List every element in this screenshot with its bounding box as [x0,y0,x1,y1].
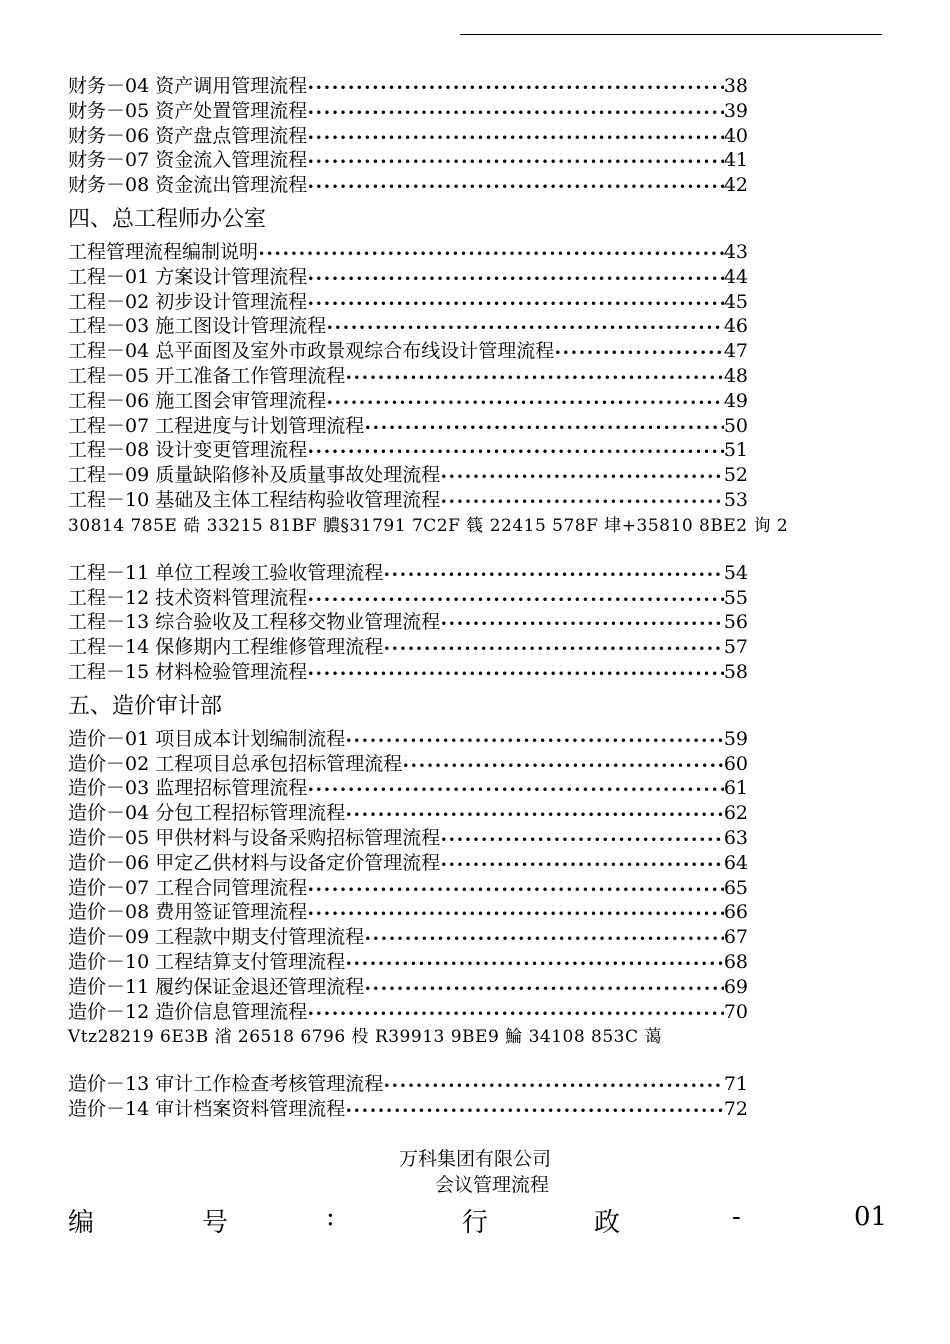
toc-entry[interactable] [68,290,748,315]
toc-entry[interactable] [68,463,748,488]
dot-leader [307,778,724,803]
dot-leader [258,242,724,267]
toc-group-cost [68,727,748,1025]
toc-page-number: 69 [723,975,748,998]
dot-leader [307,1002,724,1027]
toc-entry[interactable] [68,851,748,876]
toc-page-number: 41 [723,149,748,172]
toc-page-number: 61 [723,777,748,800]
dot-leader [440,828,724,853]
toc-page-number: 46 [723,315,748,338]
toc-entry[interactable] [68,99,748,124]
toc-entry[interactable] [68,265,748,290]
toc-entry[interactable] [68,610,748,635]
toc-entry[interactable] [68,561,748,586]
toc-entry[interactable] [68,801,748,826]
toc-group-engineering-continued [68,561,748,685]
toc-page-number: 48 [723,364,748,387]
dot-leader [307,292,724,317]
section-heading-cost-audit: 五、造价审计部 [68,693,223,719]
toc-entry-title: 财务－08 资金流出管理流程 [68,174,308,197]
toc-page-number: 60 [723,752,748,775]
toc-entry-title: 工程－07 工程进度与计划管理流程 [68,414,365,437]
document-title: 会议管理流程 [434,1174,549,1196]
blank-line [68,1050,748,1072]
toc-page-number: 40 [723,124,748,147]
toc-page-number: 49 [723,389,748,412]
toc-entry-title: 工程－03 施工图设计管理流程 [68,315,327,338]
toc-entry-title: 工程－11 单位工程竣工验收管理流程 [68,561,384,584]
dot-leader [364,977,724,1002]
toc-entry-title: 造价－06 甲定乙供材料与设备定价管理流程 [68,851,441,874]
toc-page-number: 67 [723,926,748,949]
code-part: 政 [594,1208,621,1238]
toc-page-number: 59 [723,727,748,750]
toc-entry-title: 工程－05 开工准备工作管理流程 [68,364,346,387]
toc-entry[interactable] [68,900,748,925]
dot-leader [440,490,724,515]
toc-entry[interactable] [68,776,748,801]
toc-page-number: 52 [723,464,748,487]
dot-leader [345,729,724,754]
dot-leader [345,803,724,828]
toc-entry[interactable] [68,414,748,439]
dot-leader [326,391,724,416]
dot-leader [307,76,724,101]
toc-entry-title: 工程－01 方案设计管理流程 [68,265,308,288]
dot-leader [402,754,724,779]
toc-entry-title: 财务－07 资金流入管理流程 [68,149,308,172]
toc-entry[interactable] [68,727,748,752]
document-code-row [68,1202,888,1238]
code-colon: : [326,1202,335,1232]
dot-leader [364,927,724,952]
dot-leader [440,612,724,637]
toc-page-number: 71 [723,1073,748,1096]
toc-entry-title: 工程－09 质量缺陷修补及质量事故处理流程 [68,464,441,487]
toc-page-number: 51 [723,439,748,462]
dot-leader [440,465,724,490]
toc-entry[interactable] [68,586,748,611]
dot-leader [345,366,724,391]
blank-line [68,539,748,561]
code-number: 01 [854,1202,888,1232]
dot-leader [307,902,724,927]
toc-entry-title: 造价－04 分包工程招标管理流程 [68,802,346,825]
dot-leader [307,126,724,151]
toc-group-finance [68,74,748,198]
toc-entry-title: 工程－02 初步设计管理流程 [68,290,308,313]
toc-page-number: 68 [723,950,748,973]
dot-leader [307,175,724,200]
toc-entry-title: 财务－05 资产处置管理流程 [68,99,308,122]
toc-page-number: 55 [723,586,748,609]
toc-entry[interactable] [68,1072,748,1097]
dot-leader [307,878,724,903]
toc-entry-title: 工程－10 基础及主体工程结构验收管理流程 [68,488,441,511]
dot-leader [345,1099,724,1124]
dot-leader [307,101,724,126]
dot-leader [383,1074,724,1099]
code-underline [460,34,882,35]
toc-page-number: 54 [723,561,748,584]
dot-leader [364,416,724,441]
toc-entry-title: 工程－13 综合验收及工程移交物业管理流程 [68,611,441,634]
dot-leader [383,637,724,662]
toc-entry-title: 造价－01 项目成本计划编制流程 [68,727,346,750]
toc-entry-title: 造价－12 造价信息管理流程 [68,1000,308,1023]
toc-page-number: 45 [723,290,748,313]
toc-entry-title: 工程－12 技术资料管理流程 [68,586,308,609]
toc-entry[interactable] [68,635,748,660]
toc-page-number: 58 [723,660,748,683]
toc-entry[interactable] [68,124,748,149]
toc-entry[interactable] [68,975,748,1000]
toc-entry-title: 造价－14 审计档案资料管理流程 [68,1098,346,1121]
toc-page-number: 56 [723,611,748,634]
toc-page-number: 57 [723,636,748,659]
toc-page-number: 38 [723,75,748,97]
toc-page-number: 70 [723,1000,748,1023]
toc-entry[interactable] [68,148,748,173]
toc-entry-title: 财务－06 资产盘点管理流程 [68,124,308,147]
toc-entry[interactable] [68,488,748,513]
toc-group-cost-continued [68,1072,748,1122]
toc-entry-title: 工程－14 保修期内工程维修管理流程 [68,636,384,659]
toc-entry[interactable] [68,826,748,851]
toc-entry-title: 工程－08 设计变更管理流程 [68,439,308,462]
code-dash: - [732,1202,741,1232]
dot-leader [307,588,724,613]
toc-entry-title: 造价－03 监理招标管理流程 [68,777,308,800]
garbled-text-line: Vtz28219 6E3B 渻 26518 6796 杸 R39913 9BE9 鯩 34108 853C 蔼 [68,1027,662,1048]
toc-page-number: 66 [723,901,748,924]
toc-page-number: 53 [723,488,748,511]
toc-page-number: 43 [723,240,748,263]
toc-entry-title: 造价－13 审计工作检查考核管理流程 [68,1073,384,1096]
toc-entry[interactable] [68,364,748,389]
toc-page-number: 39 [723,99,748,122]
toc-entry[interactable] [68,660,748,685]
toc-page-number: 62 [723,802,748,825]
toc-entry[interactable] [68,240,748,265]
document-footer [0,1146,950,1198]
toc-entry[interactable] [68,438,748,463]
table-of-contents [68,74,789,1122]
toc-entry[interactable] [68,925,748,950]
dot-leader [554,341,724,366]
code-part: 行 [462,1208,489,1238]
toc-page-number: 47 [723,340,748,363]
toc-entry[interactable] [68,173,748,198]
toc-entry-title: 造价－10 工程结算支付管理流程 [68,950,346,973]
dot-leader [307,662,724,687]
toc-entry[interactable] [68,1000,748,1025]
toc-entry-title: 工程－04 总平面图及室外市政景观综合布线设计管理流程 [68,340,555,363]
dot-leader [307,267,724,292]
dot-leader [307,150,724,175]
garbled-text-line: 30814 785E 硞 33215 81BF 膿§31791 7C2F 篯 22415 578F 垏+35810 8BE2 询 2 [68,515,789,536]
toc-entry[interactable] [68,74,748,99]
toc-group-engineering [68,240,748,513]
toc-page-number: 65 [723,876,748,899]
toc-entry[interactable] [68,389,748,414]
toc-page-number: 50 [723,414,748,437]
toc-entry[interactable] [68,752,748,777]
toc-entry-title: 造价－11 履约保证金退还管理流程 [68,975,365,998]
dot-leader [345,952,724,977]
toc-page-number: 72 [723,1098,748,1121]
toc-entry-title: 造价－05 甲供材料与设备采购招标管理流程 [68,826,441,849]
dot-leader [326,316,724,341]
toc-page-number: 44 [723,265,748,288]
dot-leader [440,853,724,878]
toc-entry-title: 工程－06 施工图会审管理流程 [68,389,327,412]
toc-page-number: 64 [723,851,748,874]
toc-entry[interactable] [68,950,748,975]
dot-leader [307,440,724,465]
toc-entry-title: 造价－09 工程款中期支付管理流程 [68,926,365,949]
dot-leader [383,563,724,588]
code-label-char: 号 [202,1208,229,1238]
toc-entry-title: 造价－02 工程项目总承包招标管理流程 [68,752,403,775]
code-label-char: 编 [68,1208,95,1238]
toc-entry-title: 财务－04 资产调用管理流程 [68,75,308,97]
toc-page-number: 42 [723,174,748,197]
section-heading-chief-engineer: 四、总工程师办公室 [68,206,267,232]
company-name: 万科集团有限公司 [398,1148,551,1170]
toc-entry-title: 工程－15 材料检验管理流程 [68,660,308,683]
toc-entry-title: 造价－08 费用签证管理流程 [68,901,308,924]
toc-entry-title: 造价－07 工程合同管理流程 [68,876,308,899]
toc-entry[interactable] [68,339,748,364]
toc-page-number: 63 [723,826,748,849]
toc-entry[interactable] [68,314,748,339]
toc-entry[interactable] [68,876,748,901]
toc-entry[interactable] [68,1097,748,1122]
toc-entry-title: 工程管理流程编制说明 [68,240,259,263]
